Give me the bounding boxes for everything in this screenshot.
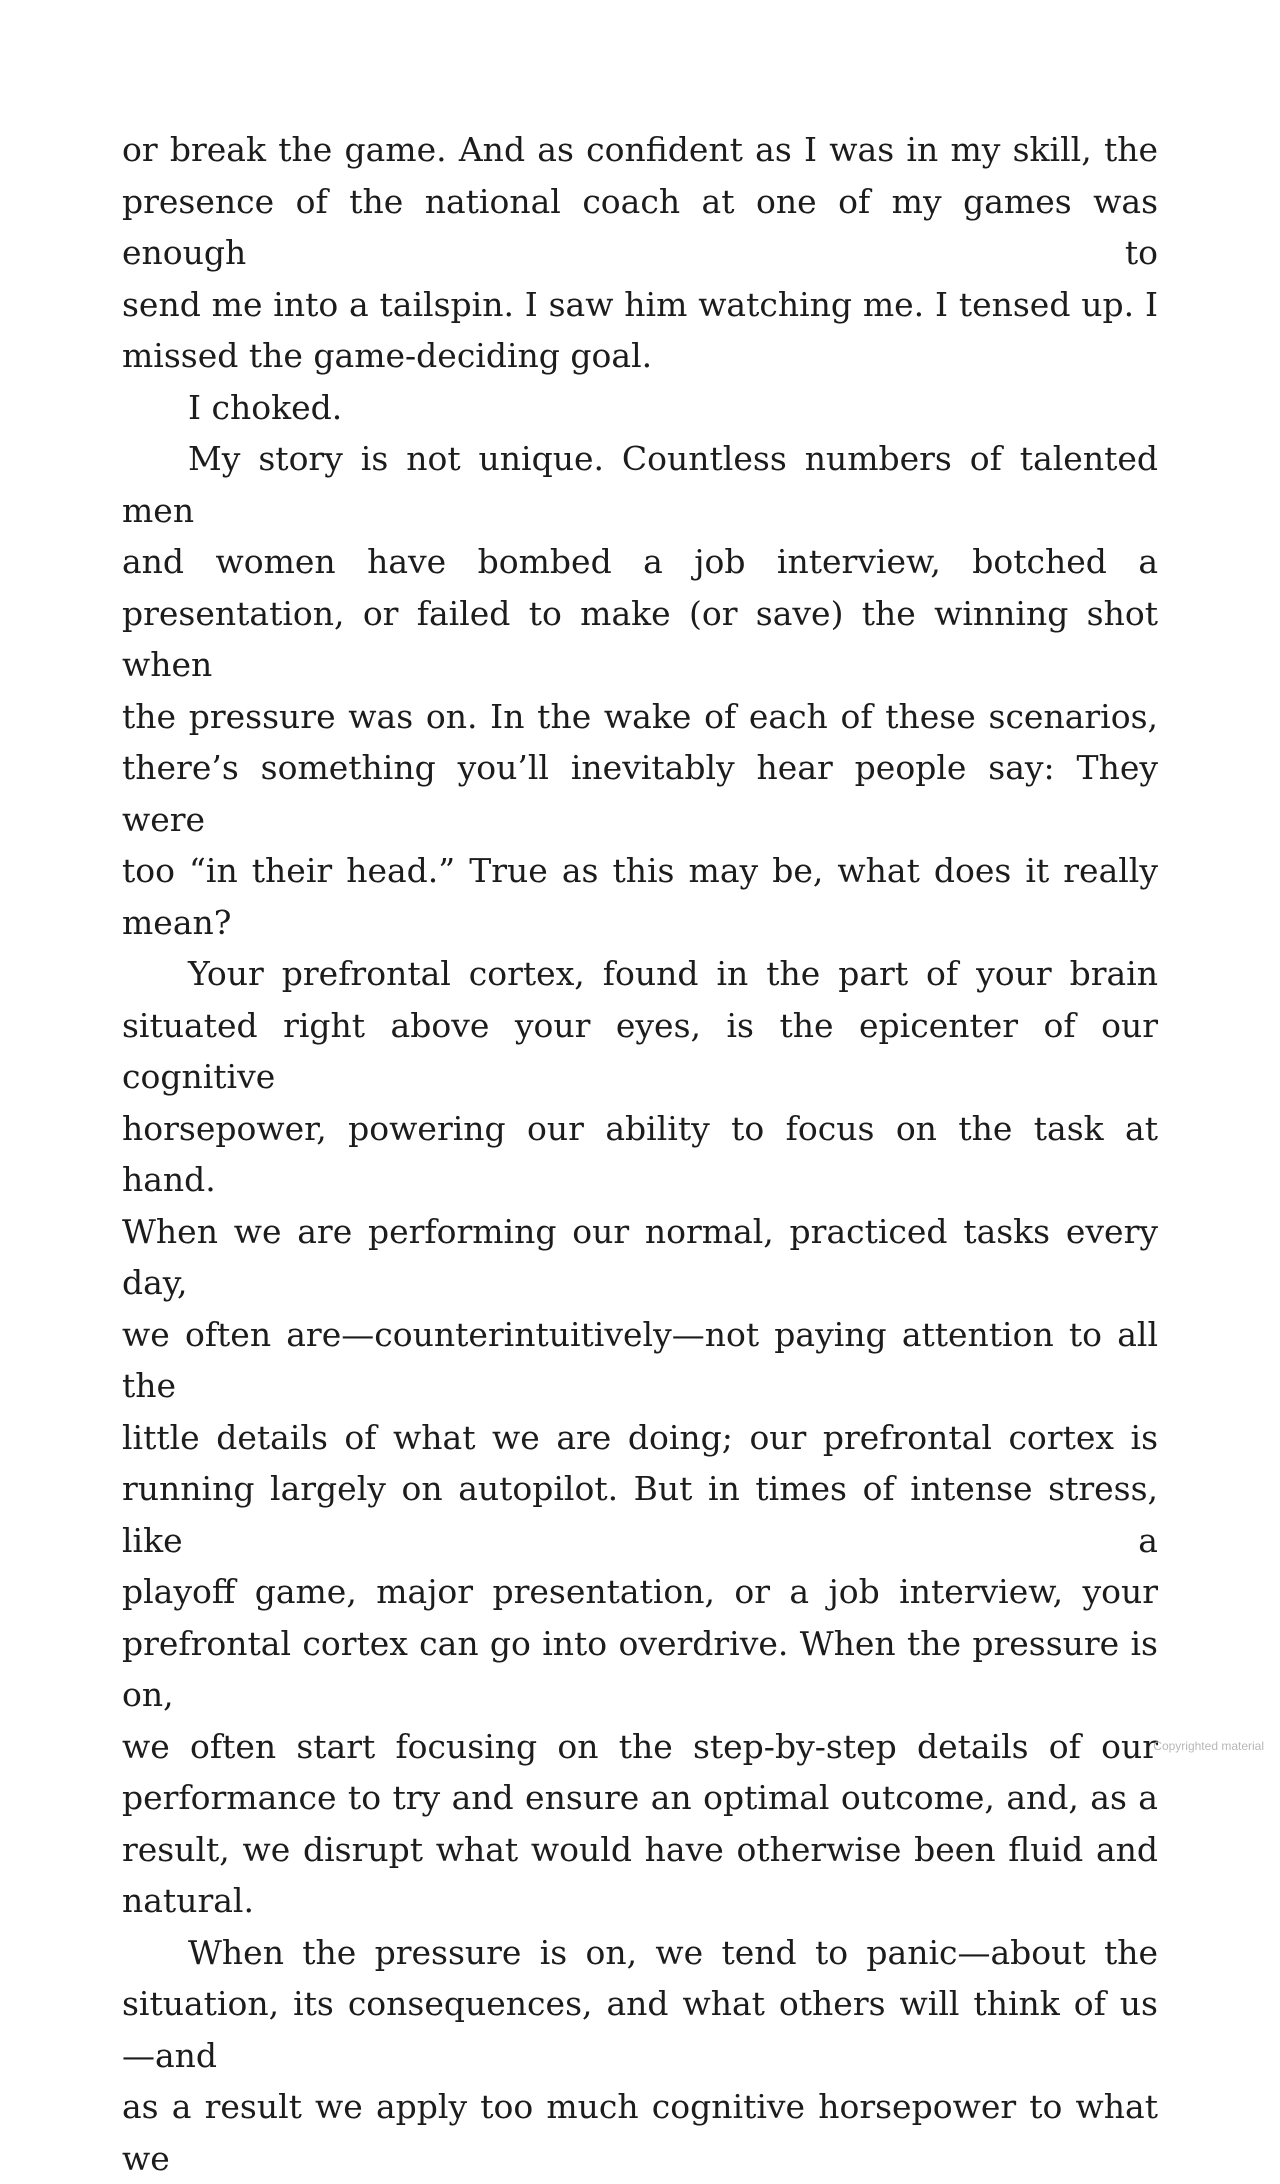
text-line: situated right above your eyes, is the epicenter of our cognitive [122,1000,1158,1103]
paragraph-1 [122,124,1158,382]
text-line: presence of the national coach at one of my games was enough to [122,176,1158,279]
text-line: we often start focusing on the step-by-step details of our [122,1721,1158,1773]
text-line: and women have bombed a job interview, botched a [122,536,1158,588]
text-line: as a result we apply too much cognitive horsepower to what we [122,2081,1158,2184]
body-text [122,124,1158,2184]
text-line: situation, its consequences, and what others will think of us—and [122,1978,1158,2081]
text-line: little details of what we are doing; our prefrontal cortex is [122,1412,1158,1464]
text-line: send me into a tailspin. I saw him watching me. I tensed up. I [122,279,1158,331]
paragraph-5 [122,1927,1158,2184]
text-line: When we are performing our normal, practiced tasks every day, [122,1206,1158,1309]
text-line: I choked. [122,382,1158,434]
text-line: Your prefrontal cortex, found in the part of your brain [122,948,1158,1000]
text-line: My story is not unique. Countless numbers of talented men [122,433,1158,536]
text-line: the pressure was on. In the wake of each of these scenarios, [122,691,1158,743]
text-line: When the pressure is on, we tend to panic—about the [122,1927,1158,1979]
text-line: there’s something you’ll inevitably hear people say: They were [122,742,1158,845]
text-line: playoff game, major presentation, or a job interview, your [122,1566,1158,1618]
text-line: or break the game. And as confident as I was in my skill, the [122,124,1158,176]
paragraph-2 [122,382,1158,434]
text-line: too “in their head.” True as this may be, what does it really [122,845,1158,897]
text-line: performance to try and ensure an optimal outcome, and, as a [122,1772,1158,1824]
text-line: horsepower, powering our ability to focus on the task at hand. [122,1103,1158,1206]
text-line: result, we disrupt what would have otherwise been fluid and [122,1824,1158,1876]
text-line: mean? [122,897,1158,949]
text-line: natural. [122,1875,1158,1927]
paragraph-4 [122,948,1158,1927]
text-line: we often are—counterintuitively—not paying attention to all the [122,1309,1158,1412]
text-line: presentation, or failed to make (or save) the winning shot when [122,588,1158,691]
text-line: running largely on autopilot. But in times of intense stress, like a [122,1463,1158,1566]
paragraph-3 [122,433,1158,948]
text-line: prefrontal cortex can go into overdrive. When the pressure is on, [122,1618,1158,1721]
copyright-watermark: Copyrighted material [1153,1739,1264,1753]
text-line: missed the game-deciding goal. [122,330,1158,382]
